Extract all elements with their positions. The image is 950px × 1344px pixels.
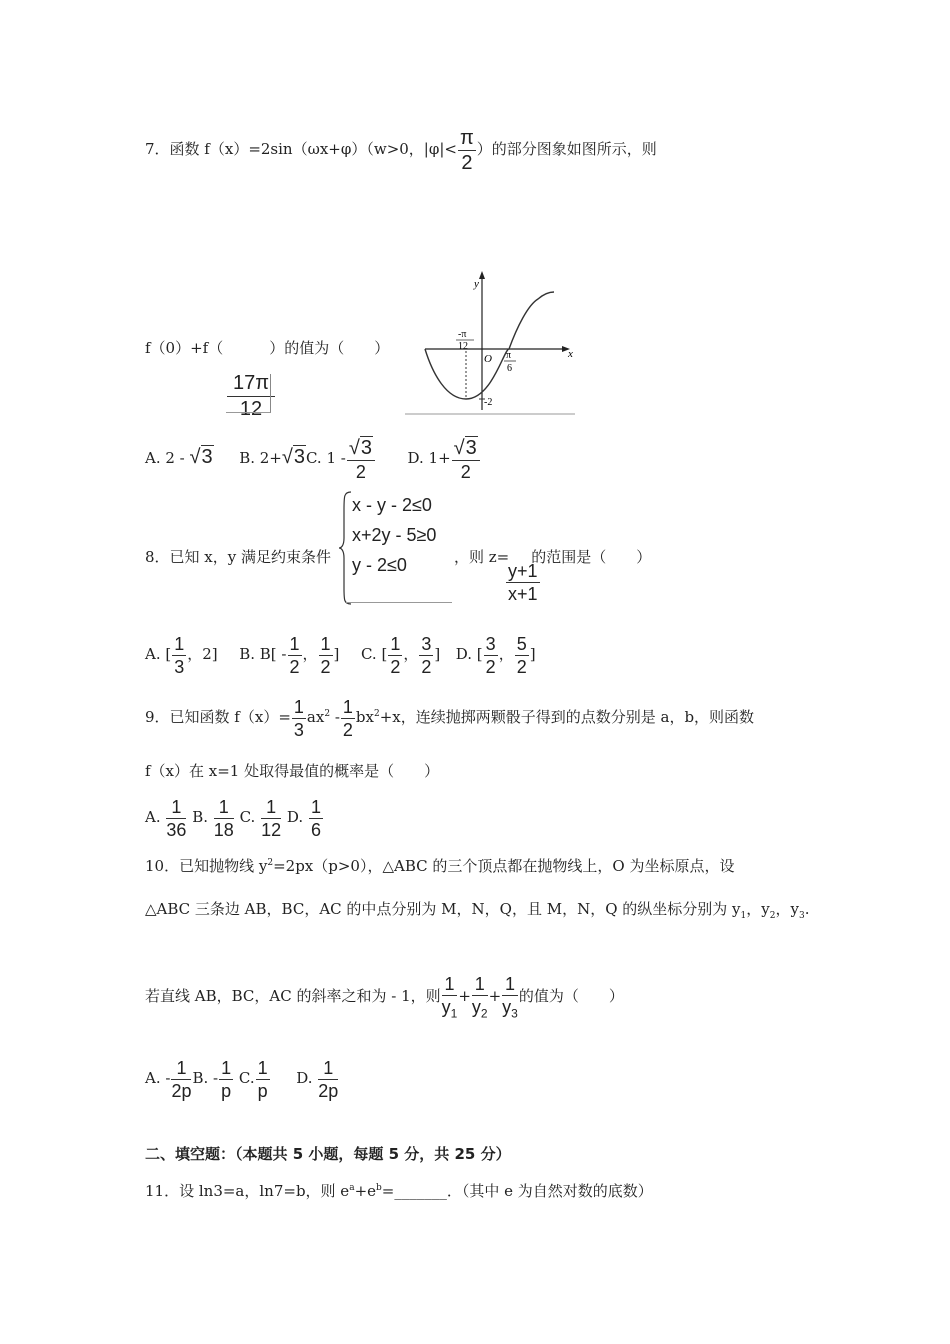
- q8-c1-num: 1: [390, 633, 401, 654]
- x-axis-label: x: [568, 348, 573, 360]
- q10-a-num: 1: [171, 1059, 191, 1080]
- q7-line2-pre: f（0）+f（: [145, 339, 224, 357]
- q10-sep2: ，y: [775, 900, 799, 918]
- q8-mid-text: ，则 z=: [454, 548, 510, 566]
- q8-constraint-2: x+2y - 5≥0: [352, 525, 437, 545]
- q10-line2-pre: △ABC 三条边 AB，BC，AC 的中点分别为 M，N，Q，且 M，N，Q 的纵坐标分别为 y: [145, 900, 741, 918]
- minus-pi-label: -π: [458, 329, 467, 340]
- q8-c-post: ]: [434, 645, 441, 663]
- q10-line3: 若直线 AB，BC，AC 的斜率之和为 - 1，则 $\frac{1}{y_1}$ + $\frac{1}{y_2}$ + $\frac{1}{y_3}$ 的值为（ ）: [145, 973, 624, 1021]
- q8-constraint-1: x - y - 2≤0: [352, 495, 432, 515]
- q7-b-text: B. 2+: [239, 449, 282, 467]
- q9-c-num: 1: [261, 798, 281, 819]
- q10-sub2: 2: [769, 911, 776, 921]
- q10-d-num: 1: [318, 1059, 338, 1080]
- q7-c-den: 2: [355, 461, 366, 482]
- q10-s2-num: 1: [472, 975, 488, 996]
- q11-post: =_______．（其中 e 为自然对数的底数）: [381, 1182, 653, 1200]
- q8-c2-den: 2: [421, 656, 432, 677]
- q10-line1-pre: 10．已知抛物线 y: [145, 857, 268, 875]
- q11-mid: +e: [354, 1182, 377, 1200]
- q10-sub1: 1: [740, 911, 747, 921]
- q7-c-text: C. 1 -: [305, 449, 346, 467]
- q9-f1-den: 3: [293, 719, 304, 740]
- q10-s1-sub: 1: [450, 1006, 458, 1021]
- q10-b-pre: B. -: [192, 1069, 219, 1087]
- q9-minus: -: [330, 708, 340, 726]
- q7-line2: [145, 338, 389, 358]
- q11-sup-b: b: [376, 1183, 382, 1193]
- q7-d-text: D. 1+: [407, 449, 451, 467]
- q10-line2: [145, 898, 809, 921]
- q10-c-den: p: [257, 1080, 268, 1101]
- q7-option-a: [145, 446, 214, 468]
- pi-label: π: [506, 350, 512, 361]
- q9-bx: bx: [355, 708, 374, 726]
- q8-constraint-3: y - 2≤0: [352, 555, 407, 575]
- q8-c-pre: C. [: [360, 645, 388, 663]
- q8-d-pre: D. [: [455, 645, 483, 663]
- q7-option-c: [305, 436, 376, 482]
- q9-b-label: B.: [192, 808, 208, 826]
- q8-b1-den: 2: [289, 656, 300, 677]
- q8-b2-den: 2: [320, 656, 331, 677]
- y-axis-label: y: [474, 278, 479, 290]
- q8-c2-num: 3: [421, 633, 432, 654]
- y-axis-arrow: [479, 271, 485, 279]
- q9-exp2b: 2: [373, 709, 380, 719]
- q9-d-label: D.: [286, 808, 304, 826]
- q8-b1-num: 1: [289, 633, 300, 654]
- q7-line2-post: ）的值为（ ）: [269, 339, 390, 357]
- q7-pi: π: [459, 126, 474, 149]
- q7-two: 2: [461, 151, 473, 174]
- q9-options: [145, 795, 324, 839]
- q11-line: [145, 1180, 653, 1201]
- q8-a-post: ，2]: [187, 645, 218, 663]
- sqrt-icon: √3: [348, 436, 372, 459]
- q10-sep1: ，y: [746, 900, 770, 918]
- origin-label: O: [484, 353, 492, 365]
- section2-heading: 二、填空题：（本题共 5 小题，每题 5 分，共 25 分）: [145, 1145, 511, 1163]
- q10-line3-pre: 若直线 AB，BC，AC 的斜率之和为 - 1，则: [145, 987, 441, 1005]
- q9-d-num: 1: [310, 796, 321, 817]
- q9-f1-num: 1: [293, 696, 304, 717]
- q7-d-rad: 3: [465, 436, 477, 459]
- q8-z-fraction: [505, 562, 541, 603]
- q8-b-post: ]: [333, 645, 340, 663]
- q10-line3-post: 的值为（ ）: [518, 987, 624, 1005]
- q8-z-num: y+1: [508, 561, 538, 581]
- q10-b-num: 1: [221, 1057, 232, 1078]
- q8-stem-pre: 8．已知 x，y 满足约束条件: [145, 548, 332, 566]
- q9-a-num: 1: [166, 798, 186, 819]
- sqrt-icon: √3: [281, 446, 305, 468]
- q7-line1-post: ）的部分图象如图所示，则: [476, 140, 657, 158]
- q7-d-den: 2: [460, 461, 471, 482]
- q7-options: [145, 435, 481, 482]
- q7-a-rad: 3: [201, 446, 213, 468]
- q9-line2: f（x）在 x=1 处取得最值的概率是（ ）: [145, 762, 440, 780]
- q10-s3-sub: 3: [511, 1006, 518, 1021]
- sqrt-icon: √3: [453, 436, 477, 459]
- q10-s2-sub: 2: [480, 1006, 488, 1021]
- q7-b-rad: 3: [293, 446, 305, 468]
- q9-a-label: A.: [145, 808, 161, 826]
- minus-pi-den: 12: [458, 341, 468, 352]
- q8-d1-num: 3: [485, 633, 496, 654]
- q9-line1: [145, 692, 755, 740]
- sqrt-icon: √3: [189, 446, 213, 468]
- q9-b-num: 1: [214, 798, 234, 819]
- q9-b-den: 18: [213, 819, 234, 840]
- q10-d-den: 2p: [318, 1080, 339, 1101]
- q9-exp2: 2: [324, 709, 331, 719]
- q10-period: .: [804, 900, 810, 918]
- pi-den: 6: [507, 363, 512, 374]
- q8-z-den: x+1: [508, 584, 538, 604]
- q8-c1-den: 2: [390, 656, 401, 677]
- q7-line1-pre: 7．函数 f（x）=2sin（ωx+φ）（w>0，|φ|<: [145, 140, 457, 158]
- q10-line1-post: =2px（p>0），△ABC 的三个顶点都在抛物线上，O 为坐标原点，设: [273, 857, 735, 875]
- q8-a-pre: A. [: [145, 645, 172, 663]
- q8-options: A. [ $\frac{1}{3}$ ，2] B. B[ - $\frac{1}{2}$ ， $\frac{1}{2}$ ] C. [ $\frac{1}{2}$ ， $\frac{3}{2}$ ] D. [ $\frac{3}{2}$ ， $\frac{5}{2}$ ]: [145, 633, 536, 677]
- q10-options: [145, 1055, 339, 1101]
- q10-c-num: 1: [257, 1057, 268, 1078]
- q8-system-underline: [346, 602, 452, 603]
- q8-constraint-system: [352, 490, 436, 580]
- q10-line1: [145, 855, 734, 876]
- q10-s2-den: y: [471, 996, 481, 1017]
- q9-f2-num: 1: [342, 696, 353, 717]
- q10-d-pre: D.: [296, 1069, 313, 1087]
- q8-d2-num: 5: [516, 633, 527, 654]
- q9-a-den: 36: [166, 819, 187, 840]
- q10-s3-den: y: [502, 996, 512, 1017]
- q7-arg-frame: [226, 374, 271, 413]
- q10-s1-num: 1: [442, 975, 458, 996]
- q7-a-text: A. 2 -: [145, 449, 185, 467]
- q9-rest: +x，连续抛掷两颗骰子得到的点数分别是 a，b，则函数: [379, 708, 755, 726]
- q9-d-den: 6: [310, 819, 321, 840]
- q10-a-den: 2p: [171, 1080, 192, 1101]
- q8-b2-num: 1: [320, 633, 331, 654]
- q10-b-den: p: [221, 1080, 232, 1101]
- q10-sub3: 3: [798, 911, 805, 921]
- q7-c-rad: 3: [360, 436, 372, 459]
- q9-f2-den: 2: [342, 719, 353, 740]
- q8-b-pre: B. B[ -: [239, 645, 287, 663]
- q7-option-b: [239, 446, 306, 468]
- q7-sine-graph: [400, 265, 580, 417]
- q10-exp2: 2: [267, 858, 274, 868]
- q8-a-num: 1: [174, 633, 185, 654]
- q7-arg-den: 12: [239, 398, 263, 420]
- q8-post-text: 的范围是（ ）: [531, 548, 652, 566]
- q10-s3-num: 1: [502, 975, 518, 996]
- q8-d2-den: 2: [516, 656, 527, 677]
- q9-c-den: 12: [261, 819, 282, 840]
- minus-two-label: -2: [484, 397, 493, 408]
- q11-sup-a: a: [349, 1183, 355, 1193]
- q8-stem-mid: [454, 546, 651, 567]
- q11-pre: 11．设 ln3=a，ln7=b，则 e: [145, 1182, 350, 1200]
- q9-ax: ax: [306, 708, 325, 726]
- q7-line1: [145, 126, 657, 172]
- q10-s1-den: y: [441, 996, 451, 1017]
- q8-d-post: ]: [529, 645, 536, 663]
- q9-c-label: C.: [239, 808, 256, 826]
- q10-a-pre: A. -: [145, 1069, 171, 1087]
- q8-d1-den: 2: [485, 656, 496, 677]
- q7-pi-half-fraction: [458, 128, 476, 173]
- q7-option-d: [407, 436, 481, 482]
- q7-arg-num: 17π: [227, 373, 275, 397]
- q10-c-pre: C.: [238, 1069, 255, 1087]
- sine-curve: [425, 292, 554, 399]
- q9-pre: 9．已知函数 f（x）=: [145, 708, 291, 726]
- q8-a-den: 3: [174, 656, 185, 677]
